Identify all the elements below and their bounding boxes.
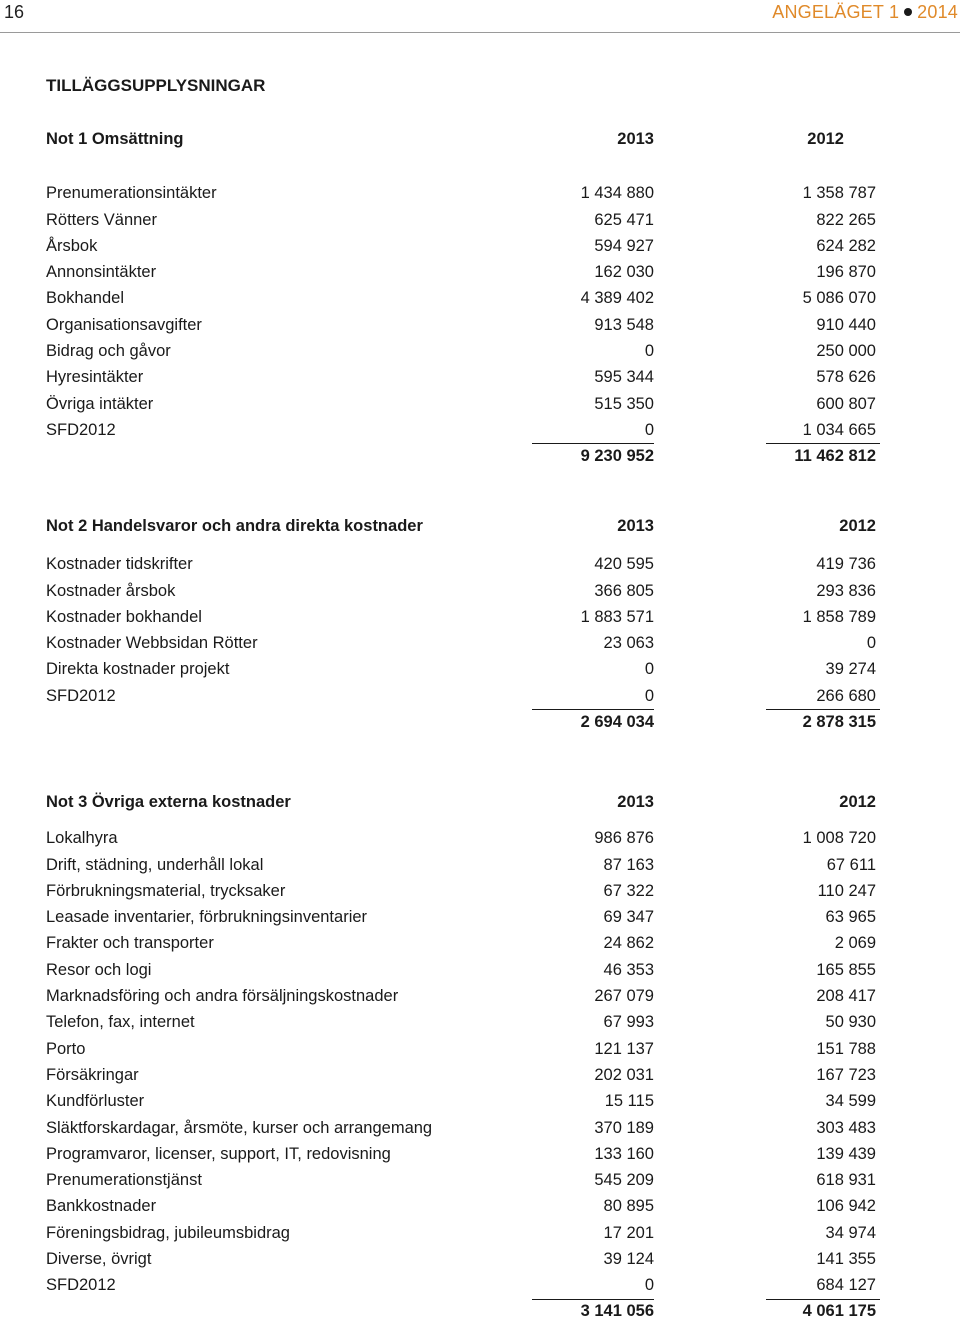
- column-header-2013: 2013: [617, 130, 654, 148]
- row-label: Frakter och transporter: [46, 934, 214, 953]
- row-label: Rötters Vänner: [46, 210, 157, 229]
- note-rows: [46, 825, 876, 1298]
- value-2012: 250 000: [816, 342, 876, 361]
- value-2013: 625 471: [594, 210, 654, 229]
- value-2012: 106 942: [816, 1197, 876, 1216]
- value-2012: 1 034 665: [802, 420, 876, 439]
- value-2012: 618 931: [816, 1171, 876, 1190]
- bullet-dot-icon: [904, 8, 912, 16]
- row-label: Föreningsbidrag, jubileumsbidrag: [46, 1223, 290, 1242]
- value-2012: 419 736: [816, 555, 876, 574]
- row-label: Hyresintäkter: [46, 368, 144, 387]
- value-2013: 133 160: [594, 1144, 654, 1163]
- value-2012: 67 611: [826, 855, 876, 874]
- value-2012: 293 836: [816, 581, 876, 600]
- table-row: [46, 578, 876, 604]
- total-2012: 4 061 175: [802, 1301, 876, 1320]
- table-row: [46, 1009, 876, 1035]
- value-2012: 624 282: [816, 236, 876, 255]
- value-2013: 80 895: [603, 1197, 654, 1216]
- row-label: Kostnader tidskrifter: [46, 555, 193, 574]
- table-row: [46, 1246, 876, 1272]
- note-rows: [46, 180, 876, 443]
- row-label: Kostnader Webbsidan Rötter: [46, 634, 258, 653]
- value-2013: 420 595: [594, 555, 654, 574]
- value-2013: 366 805: [594, 581, 654, 600]
- page-number: 16: [4, 2, 25, 22]
- note-3-table: [46, 789, 876, 1323]
- table-row: [46, 233, 876, 259]
- value-2013: 267 079: [594, 987, 654, 1006]
- running-title: [772, 2, 958, 23]
- row-label: Förbrukningsmaterial, trycksaker: [46, 881, 286, 900]
- value-2012: 208 417: [816, 987, 876, 1006]
- value-2013: 595 344: [594, 368, 654, 387]
- value-2013: 1 883 571: [580, 607, 654, 626]
- value-2012: 151 788: [816, 1039, 876, 1058]
- total-row: [46, 1299, 876, 1323]
- value-2012: 167 723: [816, 1065, 876, 1084]
- row-label: Programvaror, licenser, support, IT, redovisning: [46, 1144, 391, 1163]
- note-rows: [46, 551, 876, 709]
- value-2013: 46 353: [603, 960, 654, 979]
- row-label: Bokhandel: [46, 289, 124, 308]
- value-2012: 684 127: [816, 1276, 876, 1295]
- column-header-2012: 2012: [839, 517, 876, 535]
- value-2012: 196 870: [816, 263, 876, 282]
- table-row: [46, 1272, 876, 1298]
- column-header-2012: 2012: [807, 130, 844, 148]
- table-row: [46, 604, 876, 630]
- row-label: Resor och logi: [46, 960, 152, 979]
- row-label: Släktforskardagar, årsmöte, kurser och arrangemang: [46, 1118, 433, 1137]
- value-2013: 67 993: [603, 1013, 654, 1032]
- note-heading: Not 2 Handelsvaror och andra direkta kostnader: [46, 517, 423, 535]
- row-label: Organisationsavgifter: [46, 315, 202, 334]
- table-row: [46, 656, 876, 682]
- value-2013: 913 548: [594, 315, 654, 334]
- note-heading: Not 3 Övriga externa kostnader: [46, 793, 291, 811]
- table-row: [46, 364, 876, 390]
- value-2013: 17 201: [603, 1223, 654, 1242]
- row-label: Drift, städning, underhåll lokal: [46, 855, 264, 874]
- row-label: Porto: [46, 1039, 86, 1058]
- row-label: SFD2012: [46, 686, 116, 705]
- value-2012: 0: [866, 634, 876, 653]
- value-2012: 110 247: [817, 881, 876, 900]
- table-row: [46, 930, 876, 956]
- row-label: Marknadsföring och andra försäljningskostnader: [46, 987, 399, 1006]
- row-label: Kundförluster: [46, 1092, 145, 1111]
- table-row: [46, 312, 876, 338]
- page-header: [0, 0, 960, 33]
- value-2012: 910 440: [816, 315, 876, 334]
- value-2013: 69 347: [603, 908, 654, 927]
- value-2012: 1 858 789: [802, 607, 876, 626]
- table-row: [46, 1062, 876, 1088]
- value-2012: 1 358 787: [802, 184, 876, 203]
- value-2012: 303 483: [816, 1118, 876, 1137]
- total-2012: 11 462 812: [794, 447, 876, 466]
- value-2012: 266 680: [816, 686, 876, 705]
- value-2013: 24 862: [603, 934, 654, 953]
- value-2013: 515 350: [594, 394, 654, 413]
- row-label: Kostnader årsbok: [46, 581, 176, 600]
- value-2013: 39 124: [603, 1250, 654, 1269]
- value-2012: 822 265: [816, 210, 876, 229]
- running-title-right: 2014: [917, 2, 958, 22]
- table-row: [46, 878, 876, 904]
- row-label: SFD2012: [46, 1276, 116, 1295]
- table-row: [46, 207, 876, 233]
- value-2013: 0: [644, 342, 654, 361]
- row-label: Annonsintäkter: [46, 263, 157, 282]
- value-2013: 545 209: [594, 1171, 654, 1190]
- value-2012: 139 439: [816, 1144, 876, 1163]
- total-row: [46, 443, 876, 469]
- column-header-2013: 2013: [617, 517, 654, 535]
- table-row: [46, 1167, 876, 1193]
- row-label: Leasade inventarier, förbrukningsinventarier: [46, 908, 368, 927]
- value-2012: 1 008 720: [802, 829, 876, 848]
- value-2013: 202 031: [594, 1065, 654, 1084]
- row-label: Försäkringar: [46, 1065, 139, 1084]
- note-heading-row: [46, 513, 876, 539]
- total-2013: 9 230 952: [580, 447, 654, 466]
- total-2013: 3 141 056: [580, 1301, 654, 1320]
- value-2012: 600 807: [816, 394, 876, 413]
- table-row: [46, 683, 876, 709]
- note-1-table: [46, 126, 876, 470]
- table-row: [46, 417, 876, 443]
- row-label: Bankkostnader: [46, 1197, 157, 1216]
- table-row: [46, 983, 876, 1009]
- row-label: Direkta kostnader projekt: [46, 660, 230, 679]
- column-header-2012: 2012: [839, 793, 876, 811]
- value-2013: 370 189: [594, 1118, 654, 1137]
- value-2013: 15 115: [604, 1092, 654, 1111]
- value-2013: 4 389 402: [580, 289, 654, 308]
- table-row: [46, 825, 876, 851]
- table-row: [46, 852, 876, 878]
- total-2012: 2 878 315: [802, 713, 876, 732]
- row-label: Övriga intäkter: [46, 394, 154, 413]
- value-2013: 23 063: [603, 634, 654, 653]
- value-2012: 34 974: [825, 1223, 876, 1242]
- table-row: [46, 1193, 876, 1219]
- table-row: [46, 391, 876, 417]
- table-row: [46, 1088, 876, 1114]
- column-header-2013: 2013: [617, 793, 654, 811]
- table-row: [46, 957, 876, 983]
- value-2012: 141 355: [816, 1250, 876, 1269]
- value-2013: 0: [644, 660, 654, 679]
- value-2013: 67 322: [603, 881, 654, 900]
- value-2013: 87 163: [603, 855, 654, 874]
- note-2-table: [46, 513, 876, 735]
- running-title-left: ANGELÄGET 1: [772, 2, 900, 22]
- table-row: [46, 1220, 876, 1246]
- table-row: [46, 904, 876, 930]
- table-row: [46, 551, 876, 577]
- value-2012: 50 930: [825, 1013, 876, 1032]
- value-2013: 0: [644, 1276, 654, 1295]
- value-2012: 5 086 070: [802, 289, 876, 308]
- value-2013: 1 434 880: [580, 184, 654, 203]
- value-2013: 594 927: [594, 236, 654, 255]
- value-2012: 578 626: [816, 368, 876, 387]
- value-2013: 0: [644, 686, 654, 705]
- row-label: Prenumerationsintäkter: [46, 184, 217, 203]
- total-2013: 2 694 034: [580, 713, 654, 732]
- value-2013: 121 137: [594, 1039, 654, 1058]
- note-heading-row: [46, 126, 876, 152]
- value-2013: 0: [644, 420, 654, 439]
- value-2013: 162 030: [594, 263, 654, 282]
- table-row: [46, 1115, 876, 1141]
- row-label: Prenumerationstjänst: [46, 1171, 202, 1190]
- value-2012: 63 965: [825, 908, 876, 927]
- table-row: [46, 1036, 876, 1062]
- table-row: [46, 338, 876, 364]
- note-heading: Not 1 Omsättning: [46, 130, 184, 148]
- row-label: Diverse, övrigt: [46, 1250, 152, 1269]
- row-label: Lokalhyra: [46, 829, 118, 848]
- table-row: [46, 1141, 876, 1167]
- note-heading-row: [46, 789, 876, 815]
- total-row: [46, 709, 876, 735]
- value-2012: 2 069: [834, 934, 876, 953]
- table-row: [46, 259, 876, 285]
- row-label: Årsbok: [46, 236, 98, 255]
- row-label: SFD2012: [46, 420, 116, 439]
- row-label: Telefon, fax, internet: [46, 1013, 195, 1032]
- table-row: [46, 630, 876, 656]
- value-2012: 34 599: [825, 1092, 876, 1111]
- document-title: TILLÄGGSUPPLYSNINGAR: [46, 76, 266, 95]
- value-2012: 39 274: [825, 660, 876, 679]
- row-label: Kostnader bokhandel: [46, 607, 202, 626]
- table-row: [46, 285, 876, 311]
- value-2012: 165 855: [816, 960, 876, 979]
- row-label: Bidrag och gåvor: [46, 342, 171, 361]
- value-2013: 986 876: [594, 829, 654, 848]
- table-row: [46, 180, 876, 206]
